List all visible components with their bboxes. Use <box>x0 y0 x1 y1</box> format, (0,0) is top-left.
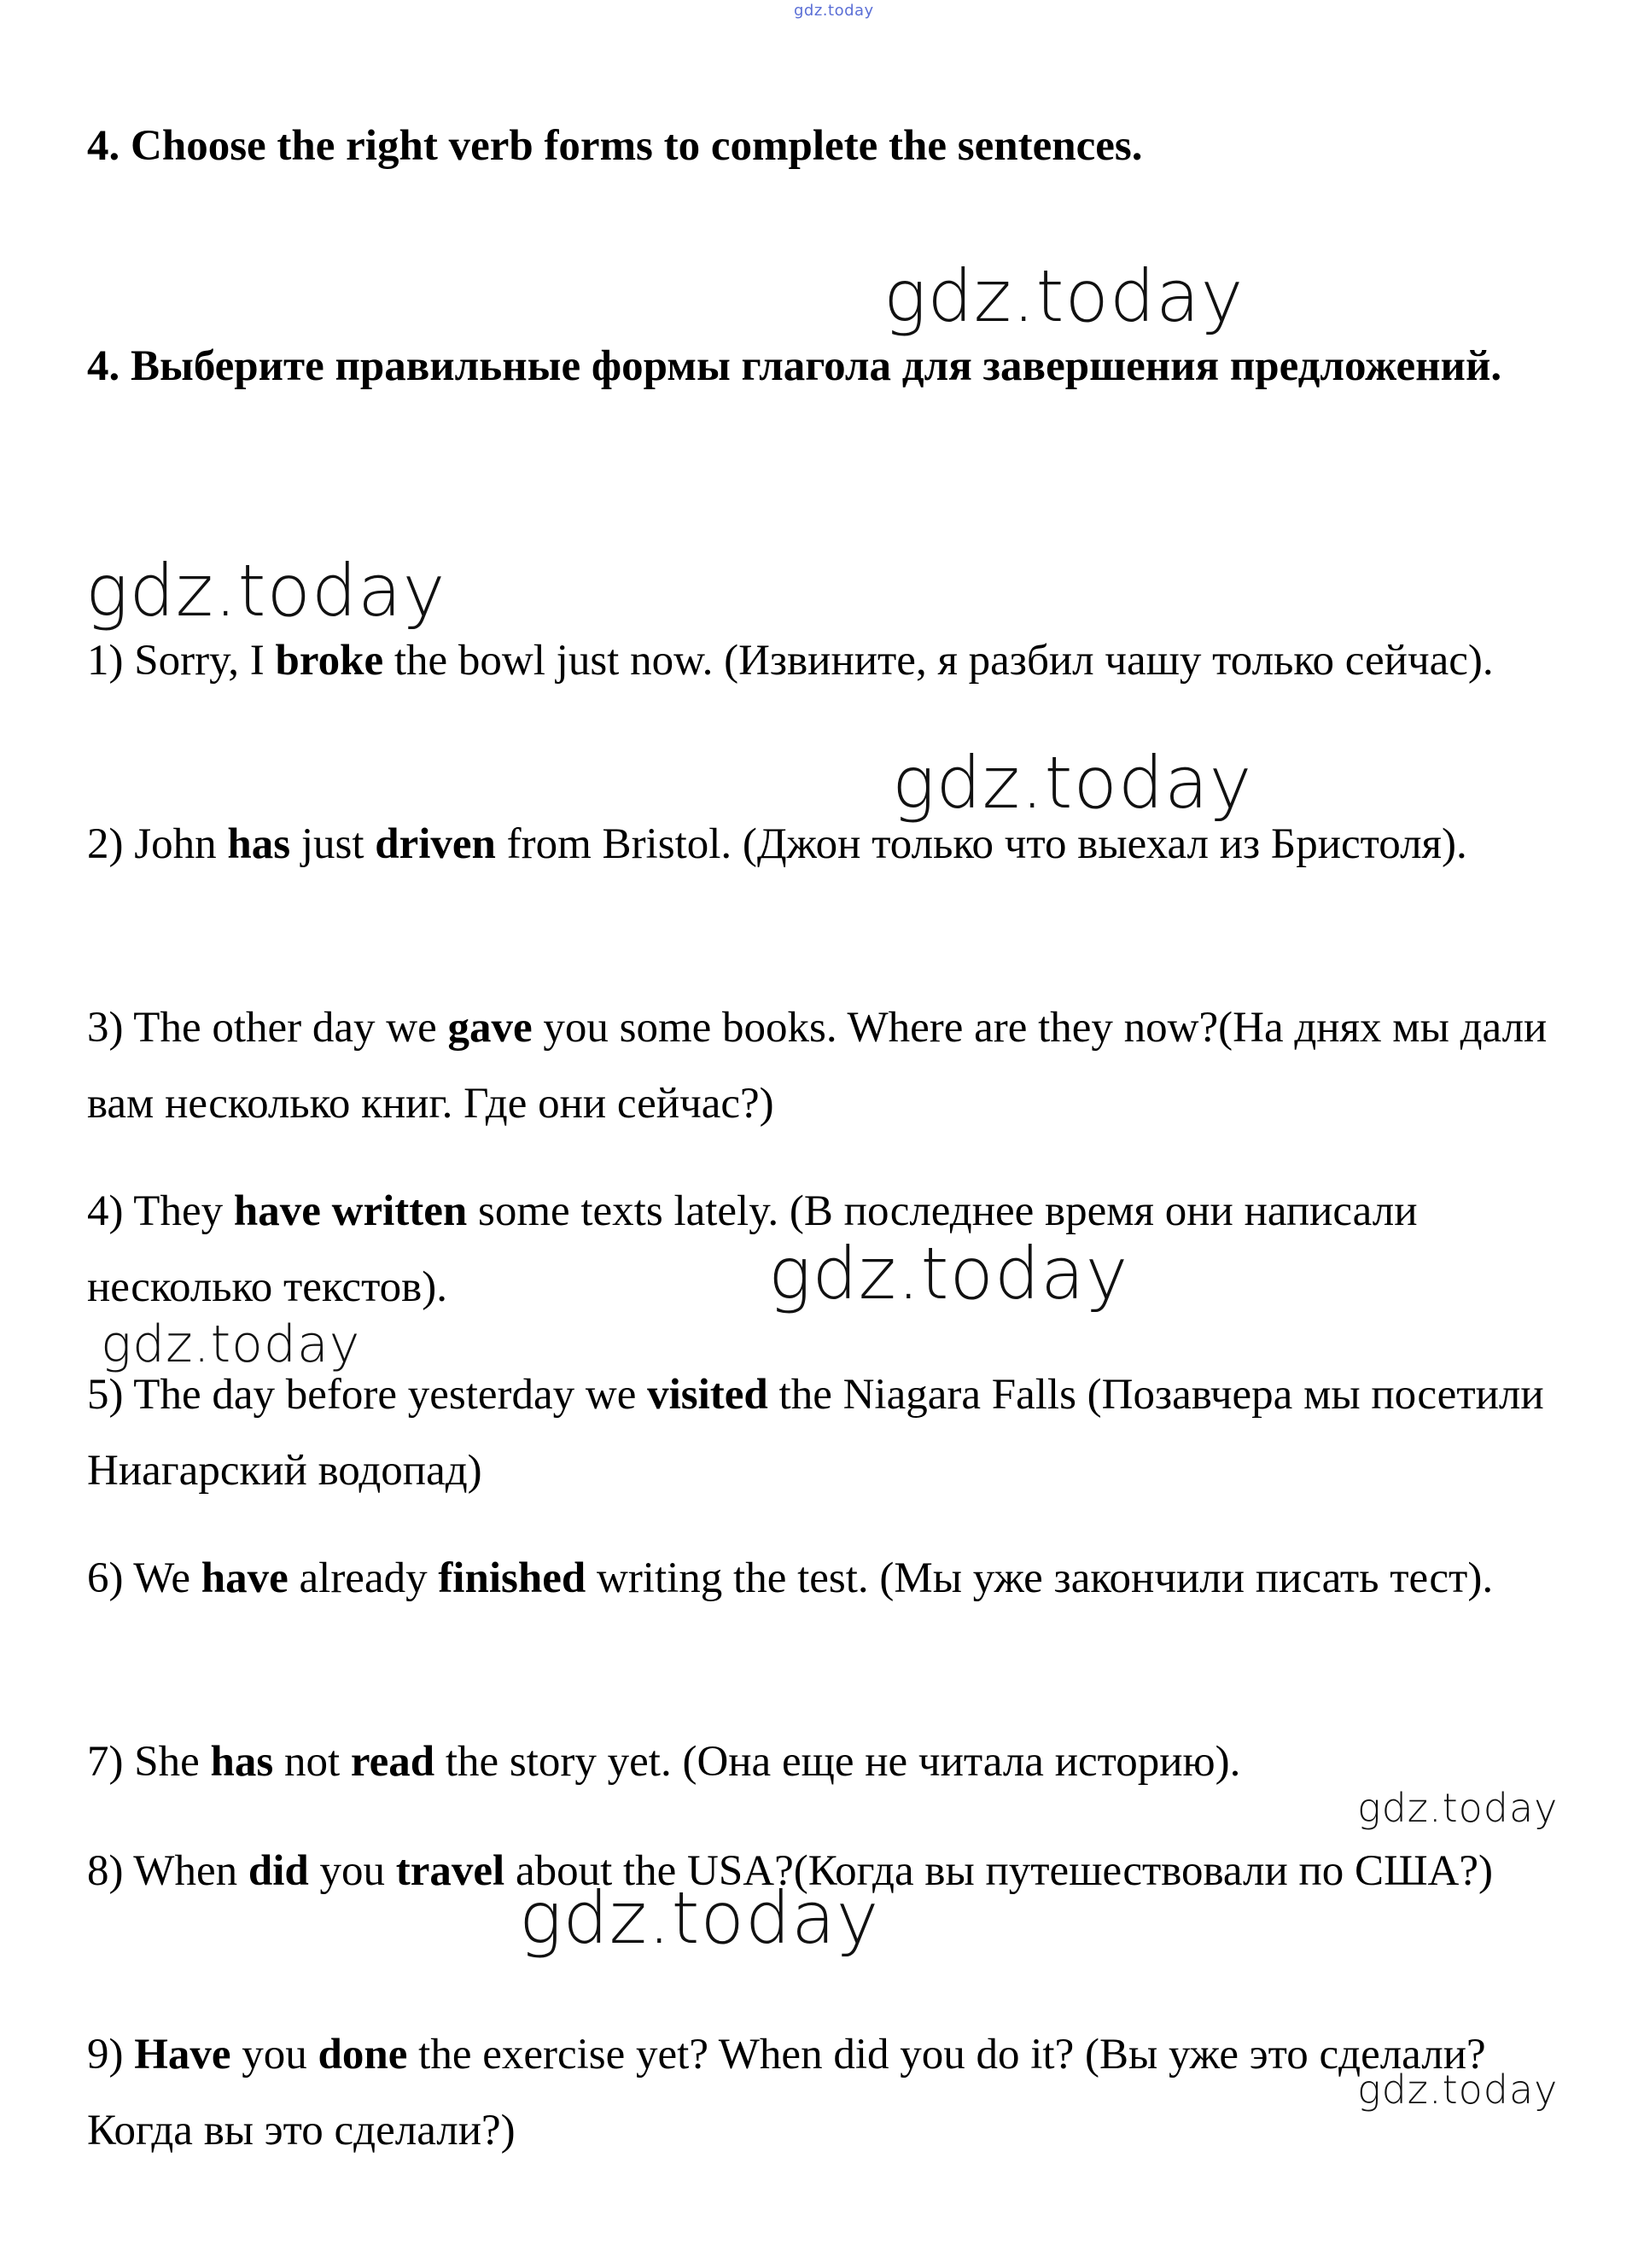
item-text: 4) They <box>87 1187 234 1235</box>
item-text: 8) When <box>87 1847 248 1895</box>
top-watermark: gdz.today <box>794 2 874 20</box>
item-text: you <box>308 1847 396 1895</box>
watermark: gdz.today <box>85 549 446 633</box>
item-text: about the USA?(Когда вы путешествовали по США?) <box>504 1847 1493 1895</box>
item-text: 5) The day before yesterday we <box>87 1371 648 1419</box>
item-text: already <box>288 1554 439 1602</box>
item-text: you <box>230 2031 318 2079</box>
sentence-item-9 <box>87 2017 1572 2169</box>
watermark: gdz.today <box>1357 1785 1559 1831</box>
item-text: not <box>273 1738 351 1786</box>
watermark: gdz.today <box>768 1232 1129 1315</box>
item-text: 6) We <box>87 1554 201 1602</box>
sentence-item-5 <box>87 1357 1572 1509</box>
verb-answer: visited <box>647 1371 768 1419</box>
watermark: gdz.today <box>1357 2067 1559 2113</box>
item-text: 2) John <box>87 820 228 868</box>
item-text: 7) She <box>87 1738 211 1786</box>
item-text: writing the test. (Мы уже закончили писать тест). <box>586 1554 1494 1602</box>
item-text: the Niagara Falls (Позавчера мы посетили Ниагарский водопад) <box>87 1371 1544 1495</box>
item-text: 1) Sorry, I <box>87 637 276 685</box>
verb-answer: Have <box>134 2031 231 2079</box>
item-text: just <box>290 820 376 868</box>
item-text: 9) <box>87 2031 135 2079</box>
verb-answer: read <box>350 1738 435 1786</box>
watermark: gdz.today <box>883 254 1245 338</box>
verb-answer: broke <box>275 637 384 685</box>
verb-answer: have written <box>233 1187 468 1235</box>
verb-answer: gave <box>447 1004 533 1052</box>
task-title-english: 4. Choose the right verb forms to complete the sentences. <box>87 122 1143 170</box>
watermark: gdz.today <box>101 1315 361 1374</box>
sentence-item-1 <box>87 623 1572 699</box>
verb-answer: did <box>248 1847 309 1895</box>
item-text: some texts lately. (В последнее время они написали несколько текстов). <box>87 1187 1418 1311</box>
item-text: from Bristol. (Джон только что выехал из Бристоля). <box>495 820 1467 868</box>
verb-answer: driven <box>375 820 496 868</box>
verb-answer: has <box>227 820 291 868</box>
sentence-item-2 <box>87 807 1572 883</box>
sentence-item-3 <box>87 990 1572 1142</box>
verb-answer: has <box>210 1738 274 1786</box>
verb-answer: done <box>318 2031 408 2079</box>
item-text: 3) The other day we <box>87 1004 448 1052</box>
watermark: gdz.today <box>892 741 1253 825</box>
verb-answer: finished <box>438 1554 586 1602</box>
verb-answer: have <box>201 1554 289 1602</box>
watermark: gdz.today <box>519 1876 880 1960</box>
verb-answer: travel <box>395 1847 505 1895</box>
task-title-russian: 4. Выберите правильные формы глагола для завершения предложений. <box>87 342 1502 390</box>
sentence-item-7 <box>87 1724 1572 1800</box>
item-text: the exercise yet? When did you do it? (Вы уже это сделали? Когда вы это сделали?) <box>87 2031 1486 2154</box>
item-text: the story yet. (Она еще не читала историю). <box>434 1738 1241 1786</box>
sentence-item-6 <box>87 1541 1572 1617</box>
item-text: you some books. Where are they now?(На днях мы дали вам несколько книг. Где они сейчас?) <box>87 1004 1548 1128</box>
item-text: the bowl just now. (Извините, я разбил чашу только сейчас). <box>383 637 1494 685</box>
